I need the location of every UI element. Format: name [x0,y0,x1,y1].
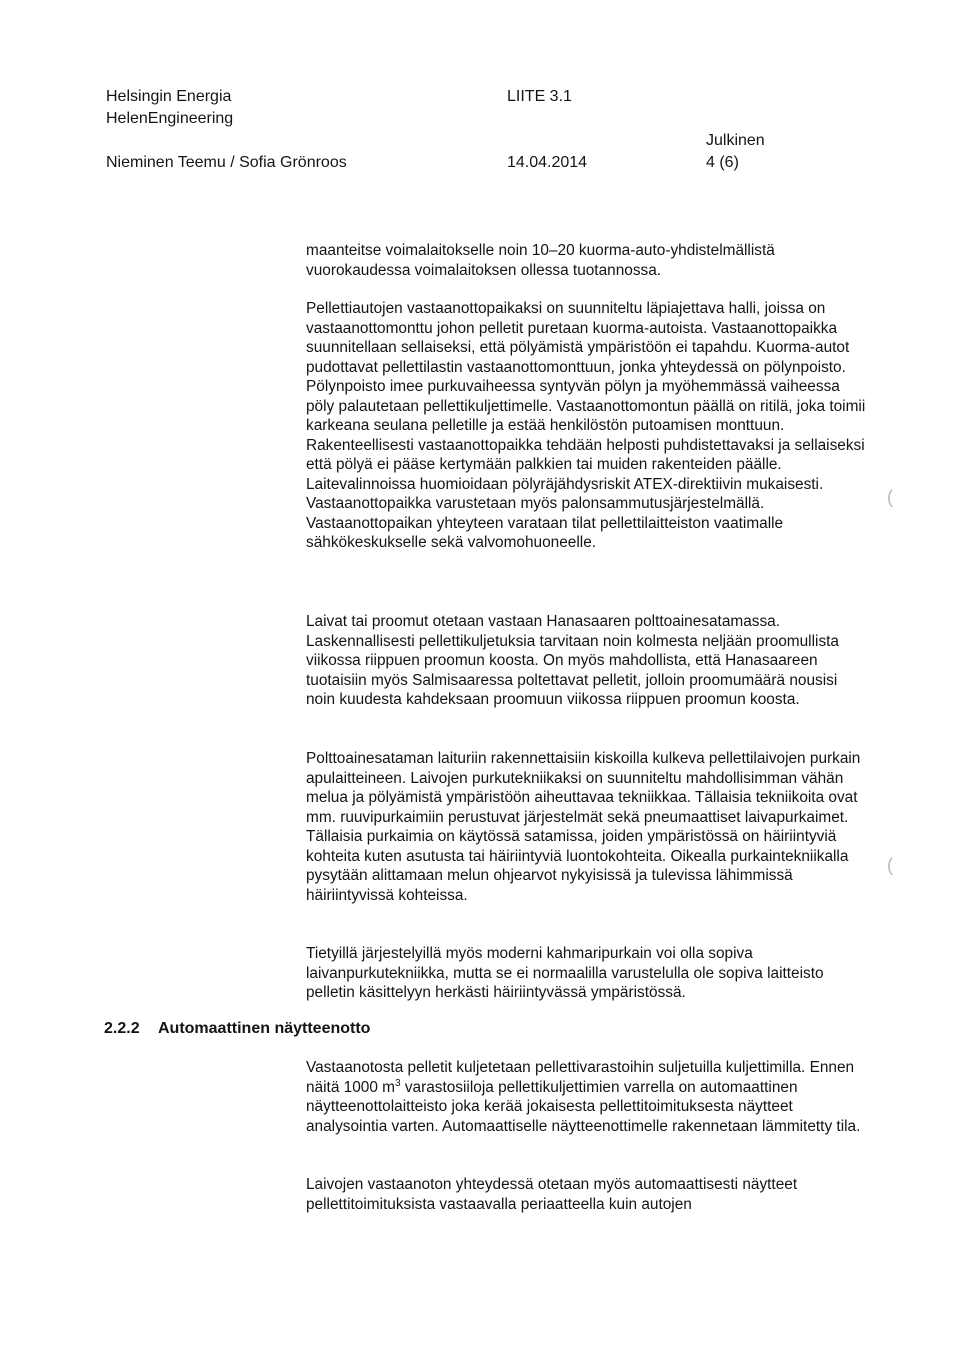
margin-mark: ( [887,487,893,507]
division-name: HelenEngineering [106,110,234,127]
superscript: 3 [395,1077,401,1089]
page-number: 4 (6) [706,154,739,171]
paragraph-unloader [306,749,866,905]
section-number: 2.2.2 [104,1020,140,1037]
paragraph-text [306,1058,866,1136]
paragraph-text: Pellettiautojen vastaanottopaikaksi on suunniteltu läpiajettava halli, joissa on vastaanottomonttu johon pelletit puretaan kuorma-autoista. Vastaanottopaikka suunnitellaan sellaiseksi, että pölyämistä ympäristöön ei tapahdu. Kuorma-autot pudottavat pellettilastin vastaanottomonttuun, jonka yhteydessä on pölynpoisto. Pölynpoisto imee purkuvaiheessa syntyvän pölyn ja myöhemmässä vaiheessa pöly palautetaan pellettikuljettimelle. Vastaanottomontun päällä on ritilä, joka toimii karkeana seulana pelletille ja estää henkilöstön putoamisen monttuun. Rakenteellisesti vastaanottopaikka tehdään helposti puhdistettavaksi ja sellaiseksi että pölyä ei pääse kertymään palkkien tai muiden rakenteiden päälle. Laitevalinnoissa huomioidaan pölyräjähdysriskit ATEX-direktiivin mukaisesti. Vastaanottopaikka varustetaan myös palonsammutusjärjestelmällä. Vastaanottopaikan yhteyteen varataan tilat pellettilaitteiston vaatimalle sähkökeskukselle sekä valvomohuoneelle. [306,300,866,551]
paragraph-text: maanteitse voimalaitokselle noin 10–20 kuorma-auto-yhdistelmällistä vuorokaudessa voimalaitoksen ollessa tuotannossa. [306,242,775,279]
paragraph-sampling [306,1058,866,1136]
paragraph-text-part: Vastaanotosta pelletit kuljetetaan pellettivarastoihin suljetuilla kuljettimilla. Ennen näitä 1000 m [306,1059,855,1096]
classification-label: Julkinen [706,132,765,149]
paragraph-text: Laivat tai proomut otetaan vastaan Hanasaaren polttoainesatamassa. Laskennallisesti pellettikuljetuksia tarvitaan noin kolmesta neljään proomullista viikossa riippuen proomun koosta. On myös mahdollista, että Hanasaareen tuotaisiin myös Salmisaaressa poltettavat pelletit, jolloin proomumäärä nousisi noin kuudesta kahdeksaan proomuun viikossa riippuen proomun koosta. [306,613,839,708]
paragraph-text: Laivojen vastaanoton yhteydessä otetaan myös automaattisesti näytteet pellettitoimituksista vastaavalla periaatteella kuin autojen [306,1176,798,1213]
paragraph-text: Polttoainesataman laituriin rakennettaisiin kiskoilla kulkeva pellettilaivojen purkain apulaitteineen. Laivojen purkutekniikaksi on suunniteltu mahdollisimman vähän melua ja pölyämistä ympäristöön aiheuttavaa tekniikkaa. Tällaisia tekniikoita ovat mm. ruuvipurkaimiin perustuvat järjestelmät sekä pneumaattiset laivapurkaimet. Tällaisia purkaimia on käytössä satamissa, joiden ympäristössä on häiriintyviä kohteita kuten asutusta tai häiriintyviä luontokohteita. Oikealla purkaintekniikalla pysytään alittamaan melun ohjearvot nykyisissä ja tulevissa lähimmissä häiriintyvissä kohteissa. [306,750,861,904]
paragraph-intro [306,241,866,280]
document-date: 14.04.2014 [507,154,588,171]
paragraph-text: Tietyillä järjestelyillä myös moderni kahmaripurkain voi olla sopiva laivanpurkutekniikka, mutta se ei normaalilla varustelulla ole sopiva laitteisto pelletin käsittelyyn herkästi häiriintyvässä ympäristössä. [306,945,824,1001]
company-name: Helsingin Energia [106,88,232,105]
paragraph-ships-barges [306,612,866,710]
paragraph-text-part: varastosiiloja pellettikuljettimien varrella on automaattinen näytteenottolaitteisto joka kerää jokaisesta pellettitoimituksesta näytteet analysointia varten. Automaattiselle näytteenottimelle rakennetaan lämmitetty tila. [306,1078,861,1135]
section-heading [104,1019,370,1039]
appendix-label: LIITE 3.1 [507,88,572,105]
authors: Nieminen Teemu / Sofia Grönroos [106,154,347,171]
paragraph-receiving-hall [306,299,866,553]
paragraph-grab-unloader [306,944,866,1003]
section-title: Automaattinen näytteenotto [158,1020,371,1037]
paragraph-ship-sampling [306,1175,866,1214]
margin-mark: ( [887,855,893,875]
